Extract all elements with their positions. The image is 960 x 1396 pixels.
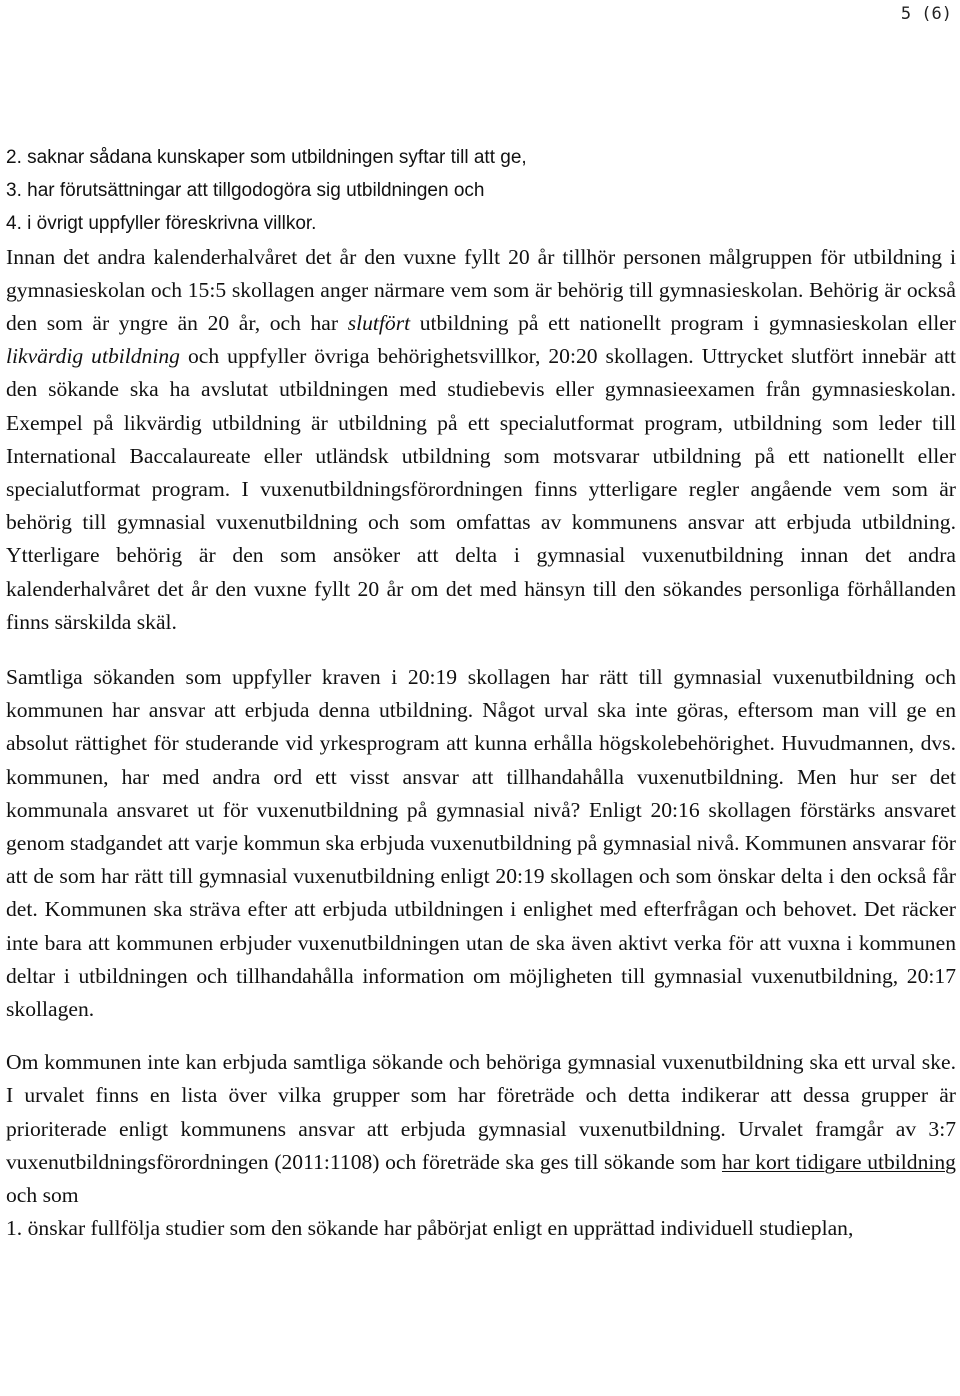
paragraph-text: Om kommunen inte kan erbjuda samtliga sökande och behöriga gymnasial vuxenutbildning ska ett urval ske. I urvalet finns en lista över vilka grupper som har företräde och detta indikerar att dessa grupper är prioriterade enligt kommunens ansvar att erbjuda gymnasial vuxenutbildning. Urvalet framgår av 3:7 vuxenutbildningsförordningen (2011:1108) och företräde ska ges till sökande som (6, 1050, 956, 1174)
list-item: 4. i övrigt uppfyller föreskrivna villkor. (6, 213, 317, 235)
list-item: 2. saknar sådana kunskaper som utbildningen syftar till att ge, (6, 147, 527, 168)
paragraph-selection (6, 1046, 956, 1212)
list-item: 3. har förutsättningar att tillgodogöra sig utbildningen och (6, 180, 485, 202)
priority-list-item: 1. önskar fullfölja studier som den sökande har påbörjat enligt en upprättad individuell studieplan, (6, 1216, 854, 1241)
paragraph-eligibility (6, 241, 956, 639)
paragraph-municipal-responsibility: Samtliga sökanden som uppfyller kraven i 20:19 skollagen har rätt till gymnasial vuxenutbildning och kommunen har ansvar att erbjuda denna utbildning. Något urval ska inte göras, eftersom man vill ge en absolut rättighet för studerande vid yrkesprogram att kunna erhålla högskolebehörighet. Huvudmannen, dvs. kommunen, har med andra ord ett visst ansvar att tillhandahålla vuxenutbildning. Men hur ser det kommunala ansvaret ut för vuxenutbildning på gymnasial nivå? Enligt 20:16 skollagen förstärks ansvaret genom stadgandet att varje kommun ska erbjuda vuxenutbildning på gymnasial nivå. Kommunen ansvarar för att de som har rätt till gymnasial vuxenutbildning enligt 20:19 skollagen och som önskar delta i den också får det. Kommunen ska sträva efter att erbjuda utbildningen i enlighet med efterfrågan och behovet. Det räcker inte bara att kommunen erbjuder vuxenutbildningen utan de ska även aktivt verka för att vuxna i kommunen deltar i utbildningen och tillhandahålla information om möjligheten till gymnasial vuxenutbildning, 20:17 skollagen. (6, 665, 956, 1022)
paragraph-text: och som (6, 1183, 79, 1208)
requirements-list (6, 141, 956, 241)
document-body (6, 141, 956, 1246)
underlined-phrase: har kort tidigare utbildning (721, 1149, 956, 1174)
paragraph-text: utbildning på ett nationellt program i gymnasieskolan eller (410, 311, 956, 336)
emphasis-likvardig-utbildning: likvärdig utbildning (6, 344, 180, 369)
paragraph-text: och uppfyller övriga behörighetsvillkor, 20:20 skollagen. Uttrycket slutfört innebär att den sökande ska ha avslutat utbildningen med studiebevis eller gymnasieexamen från gymnasieskolan. Exempel på likvärdig utbildning är utbildning på ett specialutformat program, utbildning som leder till International Baccalaureate eller utländsk utbildning som motsvarar utbildning på ett nationellt eller specialutformat program. I vuxenutbildningsförordningen finns ytterligare regler angående vem som är behörig till gymnasial vuxenutbildning och som omfattas av kommunens ansvar att erbjuda utbildning. Ytterligare behörig är den som ansöker att delta i gymnasial vuxenutbildning innan det andra kalenderhalvåret det år den vuxne fyllt 20 år om det med hänsyn till den sökandes personliga förhållanden finns särskilda skäl. (6, 344, 956, 634)
paragraph-text: Innan det andra kalenderhalvåret det år den vuxne fyllt 20 år tillhör personen målgruppen för utbildning i gymnasieskolan och 15:5 skollagen anger närmare vem som är behörig till gymnasieskolan. Behörig är också den som är yngre än 20 år, och har (6, 244, 956, 336)
emphasis-slutfort: slutfört (347, 311, 411, 336)
page-number: 5 (6) (900, 4, 952, 24)
